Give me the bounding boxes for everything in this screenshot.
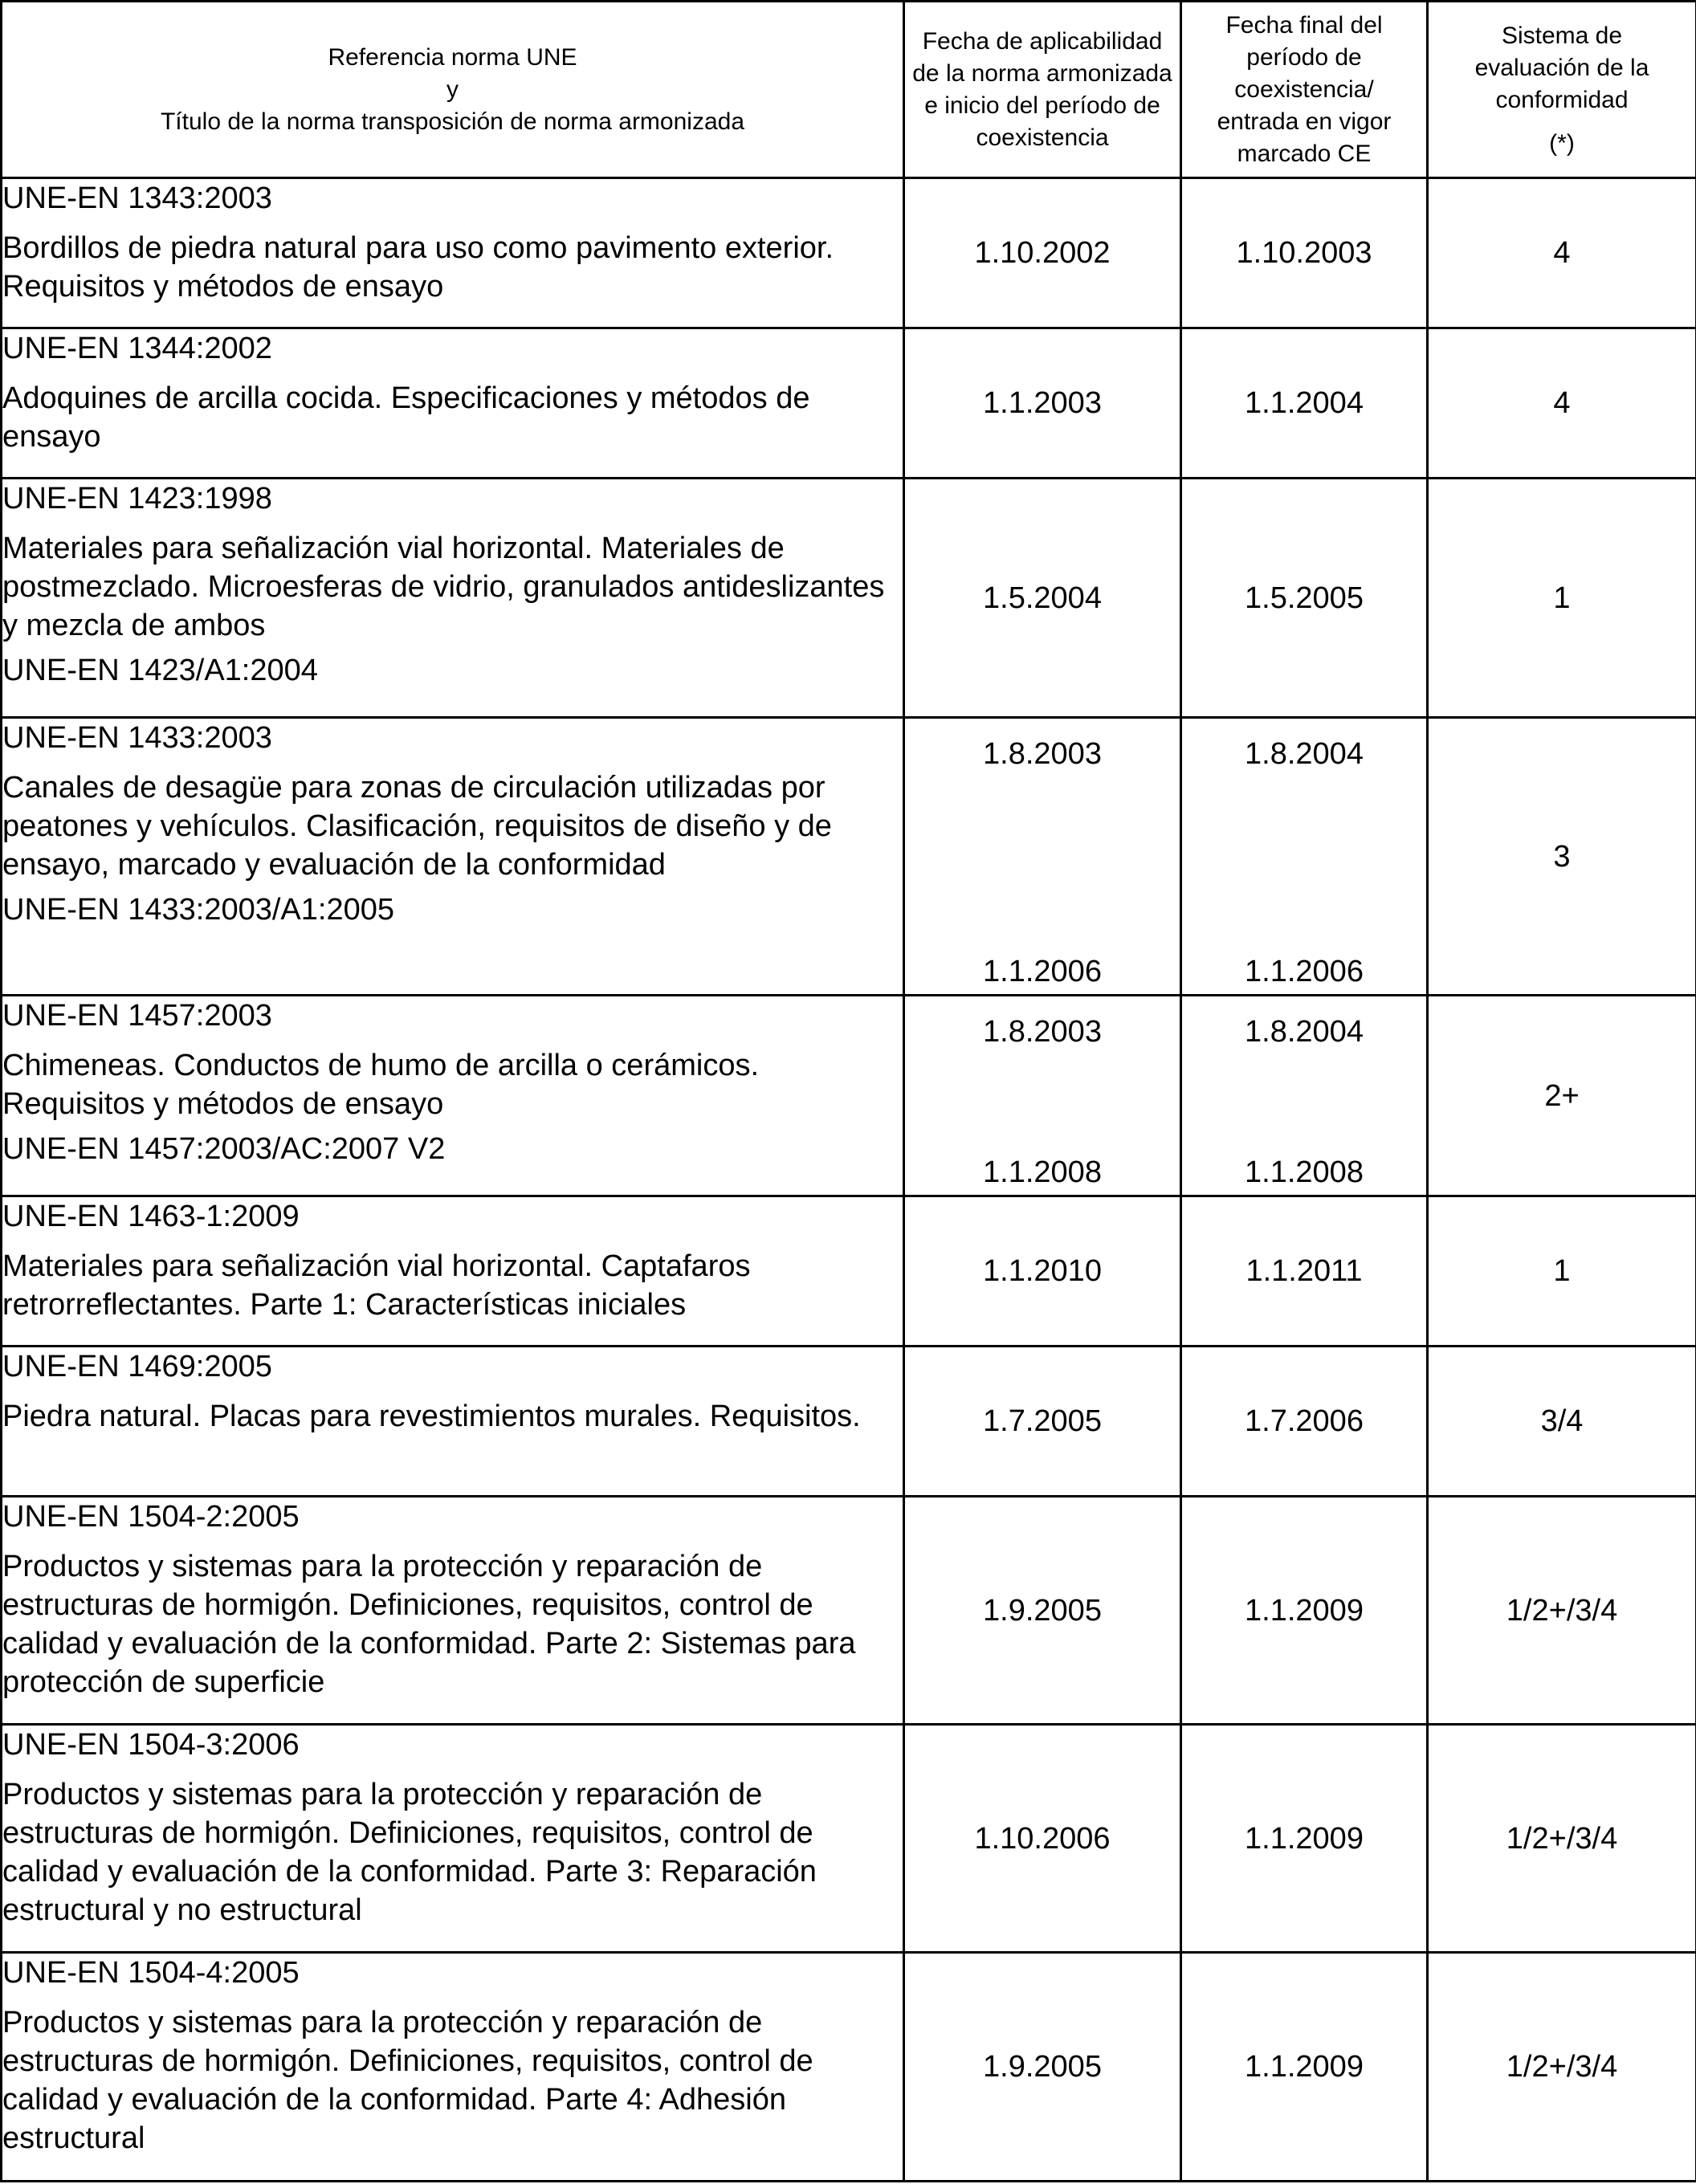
applicability-date: 1.8.2003	[983, 737, 1102, 771]
table-row	[2, 328, 1696, 479]
applicability-date: 1.1.2003	[904, 328, 1181, 479]
standard-title: Adoquines de arcilla cocida. Especificaciones y métodos de ensayo	[2, 381, 810, 454]
applicability-date: 1.1.2010	[904, 1196, 1181, 1347]
reference-cell	[2, 1196, 904, 1347]
applicability-date-cell	[904, 718, 1181, 996]
amendment-coexistence-end-date: 1.1.2008	[1245, 1155, 1364, 1189]
coexistence-end-date: 1.8.2004	[1245, 1015, 1364, 1049]
reference-cell	[2, 479, 904, 718]
reference-cell	[2, 1725, 904, 1953]
standard-amendment: UNE-EN 1433:2003/A1:2005	[2, 893, 394, 927]
standard-title: Productos y sistemas para la protección y reparación de estructuras de hormigón. Definiciones, requisitos, control de calidad y evaluación de la conformidad. Parte 4: Adhesión estructural	[2, 2006, 813, 2155]
standard-code: UNE-EN 1504-2:2005	[2, 1500, 300, 1534]
applicability-date: 1.9.2005	[904, 1497, 1181, 1725]
conformity-system: 4	[1428, 328, 1696, 479]
standard-title: Canales de desagüe para zonas de circulación utilizadas por peatones y vehículos. Clasificación, requisitos de diseño y de ensayo, marcado y evaluación de la conformidad	[2, 771, 832, 882]
standard-code: UNE-EN 1457:2003	[2, 999, 272, 1033]
coexistence-end-date: 1.8.2004	[1245, 737, 1364, 771]
standard-code: UNE-EN 1504-4:2005	[2, 1956, 300, 1990]
coexistence-end-date: 1.1.2009	[1181, 1497, 1428, 1725]
applicability-date: 1.10.2006	[904, 1725, 1181, 1953]
standard-code: UNE-EN 1504-3:2006	[2, 1728, 300, 1762]
table-row	[2, 178, 1696, 328]
standard-amendment: UNE-EN 1457:2003/AC:2007 V2	[2, 1132, 446, 1166]
table-row	[2, 1497, 1696, 1725]
header-applicability-date: Fecha de aplicabilidad de la norma armonizada e inicio del período de coexistencia	[904, 2, 1181, 178]
amendment-applicability-date: 1.1.2006	[983, 955, 1102, 988]
applicability-date: 1.10.2002	[904, 178, 1181, 328]
conformity-system: 2+	[1428, 996, 1696, 1196]
reference-cell	[2, 1953, 904, 2182]
standard-code: UNE-EN 1344:2002	[2, 332, 272, 365]
header-reference: Referencia norma UNE y Título de la norma transposición de norma armonizada	[2, 2, 904, 178]
table-row	[2, 1196, 1696, 1347]
applicability-date: 1.7.2005	[904, 1347, 1181, 1497]
conformity-system: 1/2+/3/4	[1428, 1725, 1696, 1953]
standard-code: UNE-EN 1343:2003	[2, 181, 272, 215]
table-row	[2, 996, 1696, 1196]
coexistence-end-date: 1.10.2003	[1181, 178, 1428, 328]
coexistence-end-date: 1.7.2006	[1181, 1347, 1428, 1497]
reference-cell	[2, 178, 904, 328]
header-conformity-system: Sistema de evaluación de la conformidad (*)	[1428, 2, 1696, 178]
applicability-date: 1.5.2004	[904, 479, 1181, 718]
coexistence-end-date: 1.1.2011	[1181, 1196, 1428, 1347]
reference-cell	[2, 1347, 904, 1497]
standard-title: Productos y sistemas para la protección y reparación de estructuras de hormigón. Definiciones, requisitos, control de calidad y evaluación de la conformidad. Parte 2: Sistemas para protección de superficie	[2, 1550, 856, 1699]
table-row	[2, 479, 1696, 718]
conformity-system: 4	[1428, 178, 1696, 328]
reference-cell	[2, 718, 904, 996]
table-row	[2, 1953, 1696, 2182]
applicability-date-cell	[904, 996, 1181, 1196]
conformity-system: 1/2+/3/4	[1428, 1953, 1696, 2182]
standard-code: UNE-EN 1433:2003	[2, 721, 272, 755]
standard-code: UNE-EN 1469:2005	[2, 1350, 272, 1383]
conformity-system: 1	[1428, 479, 1696, 718]
coexistence-end-date: 1.1.2004	[1181, 328, 1428, 479]
standard-amendment: UNE-EN 1423/A1:2004	[2, 654, 318, 687]
standard-title: Piedra natural. Placas para revestimientos murales. Requisitos.	[2, 1400, 861, 1433]
table-row	[2, 1725, 1696, 1953]
standard-code: UNE-EN 1463-1:2009	[2, 1200, 300, 1233]
conformity-system: 3	[1428, 718, 1696, 996]
standard-title: Materiales para señalización vial horizontal. Captafaros retrorreflectantes. Parte 1: Características iniciales	[2, 1249, 751, 1322]
standard-title: Bordillos de piedra natural para uso como pavimento exterior. Requisitos y métodos de ensayo	[2, 231, 834, 304]
conformity-system: 3/4	[1428, 1347, 1696, 1497]
reference-cell	[2, 1497, 904, 1725]
coexistence-end-date: 1.1.2009	[1181, 1725, 1428, 1953]
amendment-applicability-date: 1.1.2008	[983, 1155, 1102, 1189]
standard-title: Productos y sistemas para la protección y reparación de estructuras de hormigón. Definiciones, requisitos, control de calidad y evaluación de la conformidad. Parte 3: Reparación estructural y no estructural	[2, 1778, 817, 1927]
conformity-system: 1/2+/3/4	[1428, 1497, 1696, 1725]
coexistence-end-date: 1.5.2005	[1181, 479, 1428, 718]
reference-cell	[2, 328, 904, 479]
applicability-date: 1.9.2005	[904, 1953, 1181, 2182]
table-row	[2, 718, 1696, 996]
table-header-row	[2, 2, 1696, 178]
table-row	[2, 1347, 1696, 1497]
header-coexistence-end-date: Fecha final del período de coexistencia/ entrada en vigor marcado CE	[1181, 2, 1428, 178]
standard-code: UNE-EN 1423:1998	[2, 482, 272, 515]
applicability-date: 1.8.2003	[983, 1015, 1102, 1049]
footnote-marker: (*)	[1549, 129, 1575, 157]
conformity-system: 1	[1428, 1196, 1696, 1347]
standard-title: Chimeneas. Conductos de humo de arcilla o cerámicos. Requisitos y métodos de ensayo	[2, 1049, 760, 1121]
reference-cell	[2, 996, 904, 1196]
coexistence-end-date-cell	[1181, 996, 1428, 1196]
coexistence-end-date-cell	[1181, 718, 1428, 996]
standard-title: Materiales para señalización vial horizontal. Materiales de postmezclado. Microesferas de vidrio, granulados antideslizantes y mezcla de ambos	[2, 532, 885, 642]
coexistence-end-date: 1.1.2009	[1181, 1953, 1428, 2182]
amendment-coexistence-end-date: 1.1.2006	[1245, 955, 1364, 988]
